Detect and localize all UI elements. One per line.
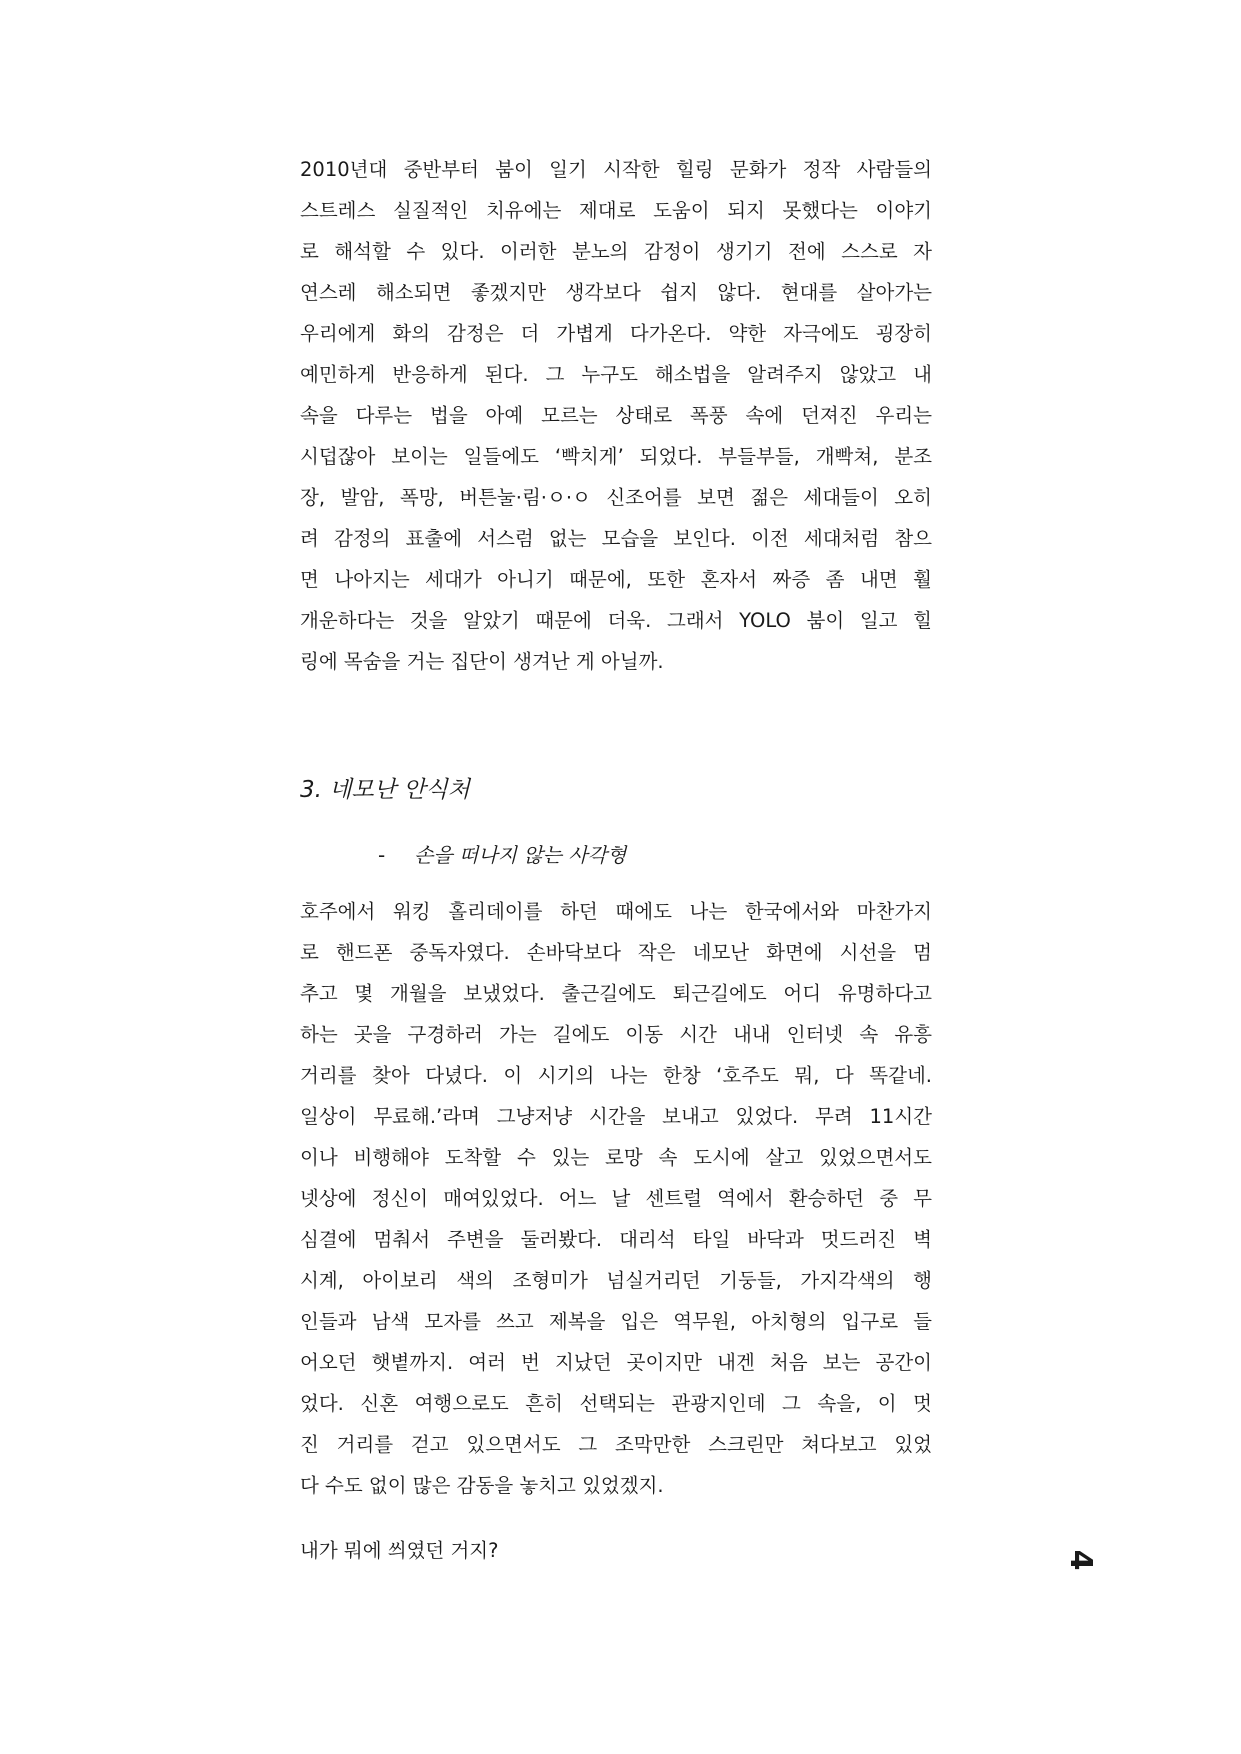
paragraph-line: 스트레스 실질적인 치유에는 제대로 도움이 되지 못했다는 이야기 — [300, 199, 932, 222]
paragraph-line: 호주에서 워킹 홀리데이를 하던 때에도 나는 한국에서와 마찬가지 — [300, 900, 932, 923]
paragraph-line: 거리를 찾아 다녔다. 이 시기의 나는 한창 ‘호주도 뭐, 다 똑같네. — [300, 1064, 932, 1087]
paragraph-line: 심결에 멈춰서 주변을 둘러봤다. 대리석 타일 바닥과 멋드러진 벽 — [300, 1228, 932, 1251]
paragraph-line: 연스레 해소되면 좋겠지만 생각보다 쉽지 않다. 현대를 살아가는 — [300, 281, 932, 304]
paragraph-line: 었다. 신혼 여행으로도 흔히 선택되는 관광지인데 그 속을, 이 멋 — [300, 1392, 932, 1415]
paragraph-line: 면 나아지는 세대가 아니기 때문에, 또한 혼자서 짜증 좀 내면 훨 — [300, 568, 932, 591]
paragraph-line: 다 수도 없이 많은 감동을 놓치고 있었겠지. — [300, 1474, 664, 1497]
paragraph-line: 우리에게 화의 감정은 더 가볍게 다가온다. 약한 자극에도 굉장히 — [300, 322, 932, 345]
paragraph-line: 시계, 아이보리 색의 조형미가 넘실거리던 기둥들, 가지각색의 행 — [300, 1269, 932, 1292]
paragraph-line: 일상이 무료해.’라며 그냥저냥 시간을 보내고 있었다. 무려 11시간 — [300, 1105, 932, 1128]
paragraph-line: 이나 비행해야 도착할 수 있는 로망 속 도시에 살고 있었으면서도 — [300, 1146, 932, 1169]
paragraph-line: 속을 다루는 법을 아예 모르는 상태로 폭풍 속에 던져진 우리는 — [300, 404, 932, 427]
paragraph-line: 링에 목숨을 거는 집단이 생겨난 게 아닐까. — [300, 650, 664, 673]
paragraph-line: 예민하게 반응하게 된다. 그 누구도 해소법을 알려주지 않았고 내 — [300, 363, 932, 386]
paragraph-line: 내가 뭐에 씌였던 거지? — [300, 1539, 499, 1562]
paragraph-line: 개운하다는 것을 알았기 때문에 더욱. 그래서 YOLO 붐이 일고 힐 — [300, 609, 932, 632]
paragraph-line: 2010년대 중반부터 붐이 일기 시작한 힐링 문화가 정작 사람들의 — [300, 158, 932, 181]
paragraph-line: 시덥잖아 보이는 일들에도 ‘빡치게’ 되었다. 부들부들, 개빡쳐, 분조 — [300, 445, 932, 468]
section-subheading — [378, 835, 626, 875]
paragraph-line: 로 해석할 수 있다. 이러한 분노의 감정이 생기기 전에 스스로 자 — [300, 240, 932, 263]
paragraph-line: 넷상에 정신이 매여있었다. 어느 날 센트럴 역에서 환승하던 중 무 — [300, 1187, 932, 1210]
paragraph-line: 려 감정의 표출에 서스럼 없는 모습을 보인다. 이전 세대처럼 참으 — [300, 527, 932, 550]
subheading-text: 손을 떠나지 않는 사각형 — [414, 843, 627, 867]
page-number: 4 — [1063, 1549, 1098, 1571]
paragraph-line: 추고 몇 개월을 보냈었다. 출근길에도 퇴근길에도 어디 유명하다고 — [300, 982, 932, 1005]
paragraph-line: 진 거리를 걷고 있으면서도 그 조막만한 스크린만 쳐다보고 있었 — [300, 1433, 932, 1456]
paragraph-line: 로 핸드폰 중독자였다. 손바닥보다 작은 네모난 화면에 시선을 멈 — [300, 941, 932, 964]
paragraph-line: 어오던 햇볕까지. 여러 번 지났던 곳이지만 내겐 처음 보는 공간이 — [300, 1351, 932, 1374]
paragraph-line: 하는 곳을 구경하러 가는 길에도 이동 시간 내내 인터넷 속 유흥 — [300, 1023, 932, 1046]
subheading-dash: - — [378, 843, 386, 867]
paragraph-line: 장, 발암, 폭망, 버튼눌·림·ㅇ·ㅇ 신조어를 보면 젊은 세대들이 오히 — [300, 486, 932, 509]
section-heading: 3. 네모난 안식처 — [300, 777, 470, 803]
paragraph-line: 인들과 남색 모자를 쓰고 제복을 입은 역무원, 아치형의 입구로 들 — [300, 1310, 932, 1333]
